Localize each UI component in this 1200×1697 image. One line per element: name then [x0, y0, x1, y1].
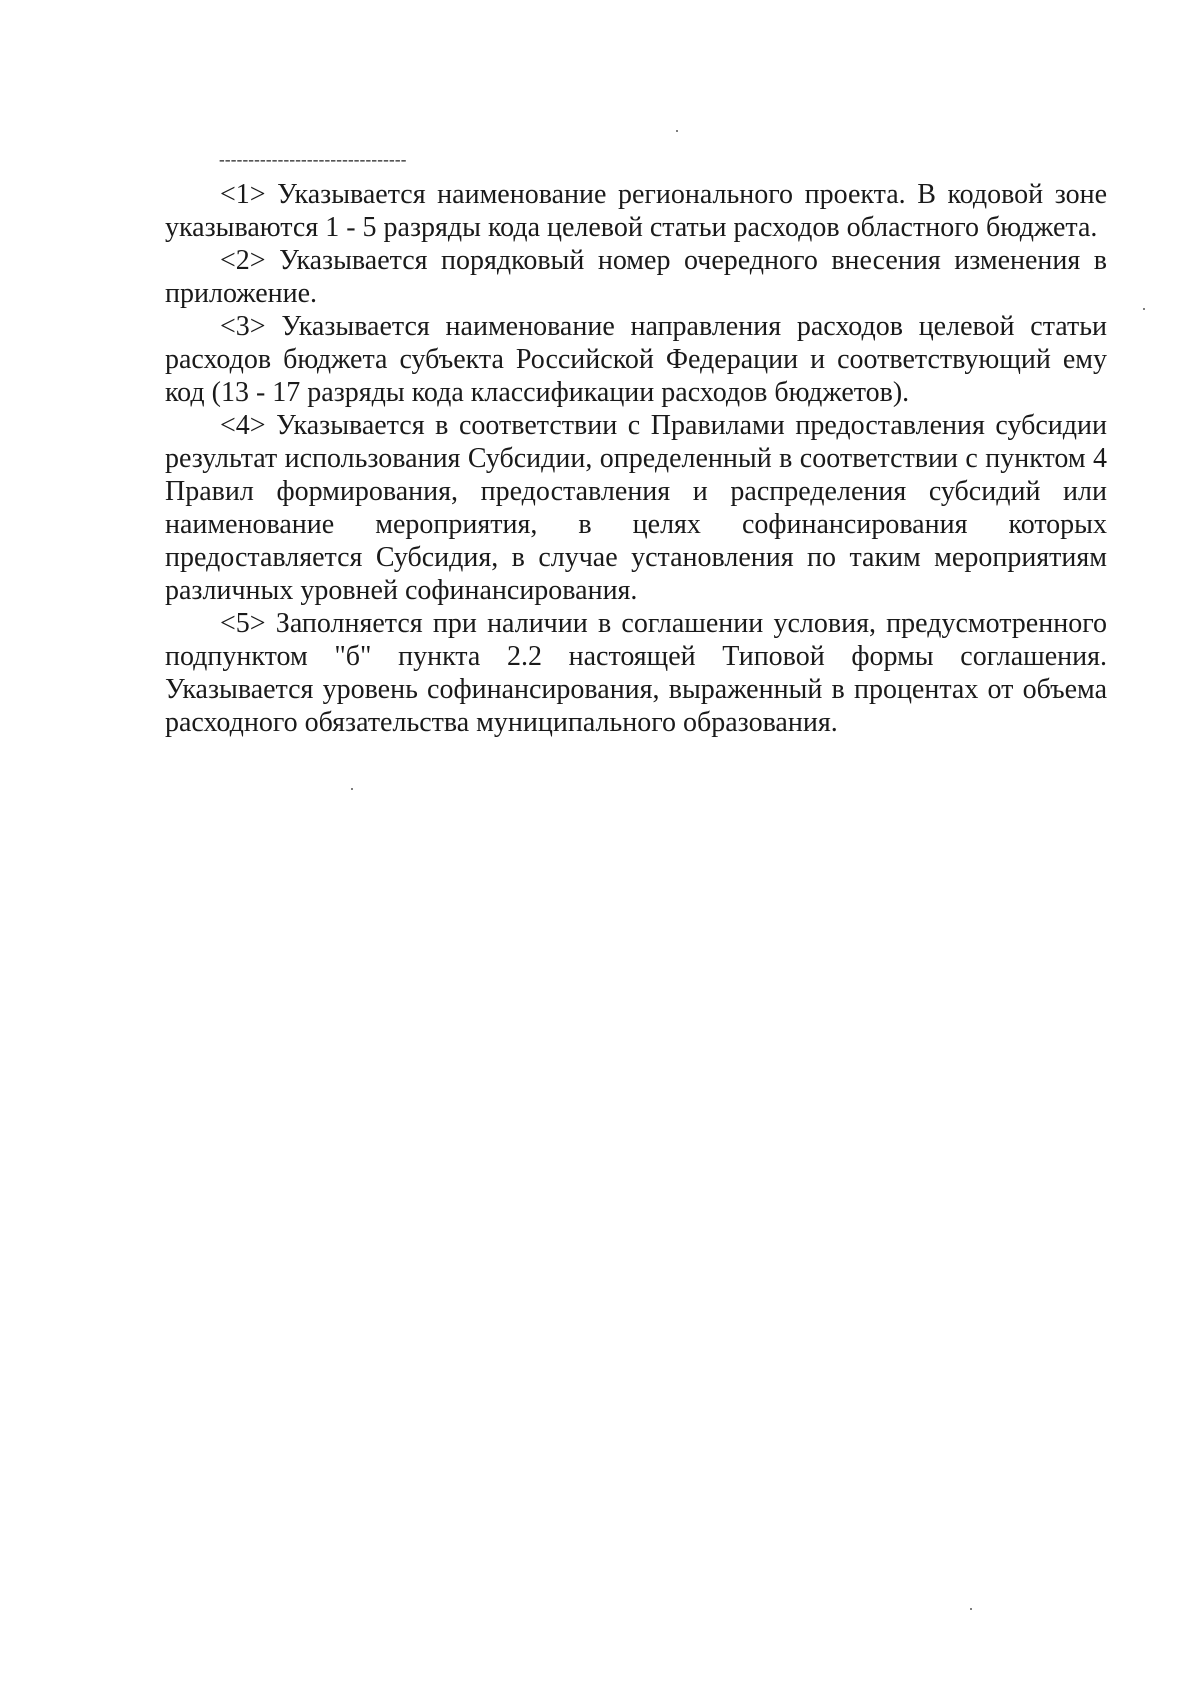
footnote-4: <4> Указывается в соответствии с Правилами предоставления субсидии результат использования Субсидии, определенный в соответствии с пунктом 4 Правил формирования, предоставления и распределения субсидий или наименование мероприятия, в целях софинансирования которых предоставляется Субсидия, в случае установления по таким мероприятиям различных уровней софинансирования. — [165, 410, 1107, 606]
scan-speck — [970, 1608, 972, 1610]
footnote-5: <5> Заполняется при наличии в соглашении условия, предусмотренного подпунктом "б" пункта 2.2 настоящей Типовой формы соглашения. Указывается уровень софинансирования, выраженный в процентах от объема расходного обязательства муниципального образования. — [165, 608, 1107, 738]
scan-speck — [676, 130, 678, 132]
footnote-1: <1> Указывается наименование регионального проекта. В кодовой зоне указываются 1 - 5 разряды кода целевой статьи расходов областного бюджета. — [165, 179, 1107, 243]
footnotes-block — [165, 178, 1107, 739]
footnote-2: <2> Указывается порядковый номер очередного внесения изменения в приложение. — [165, 245, 1107, 309]
scan-speck — [351, 788, 353, 790]
footnote-3: <3> Указывается наименование направления расходов целевой статьи расходов бюджета субъекта Российской Федерации и соответствующий ему код (13 - 17 разряды кода классификации расходов бюджетов). — [165, 311, 1107, 408]
scan-speck — [1143, 308, 1145, 310]
footnote-separator: -------------------------------- — [219, 150, 407, 169]
